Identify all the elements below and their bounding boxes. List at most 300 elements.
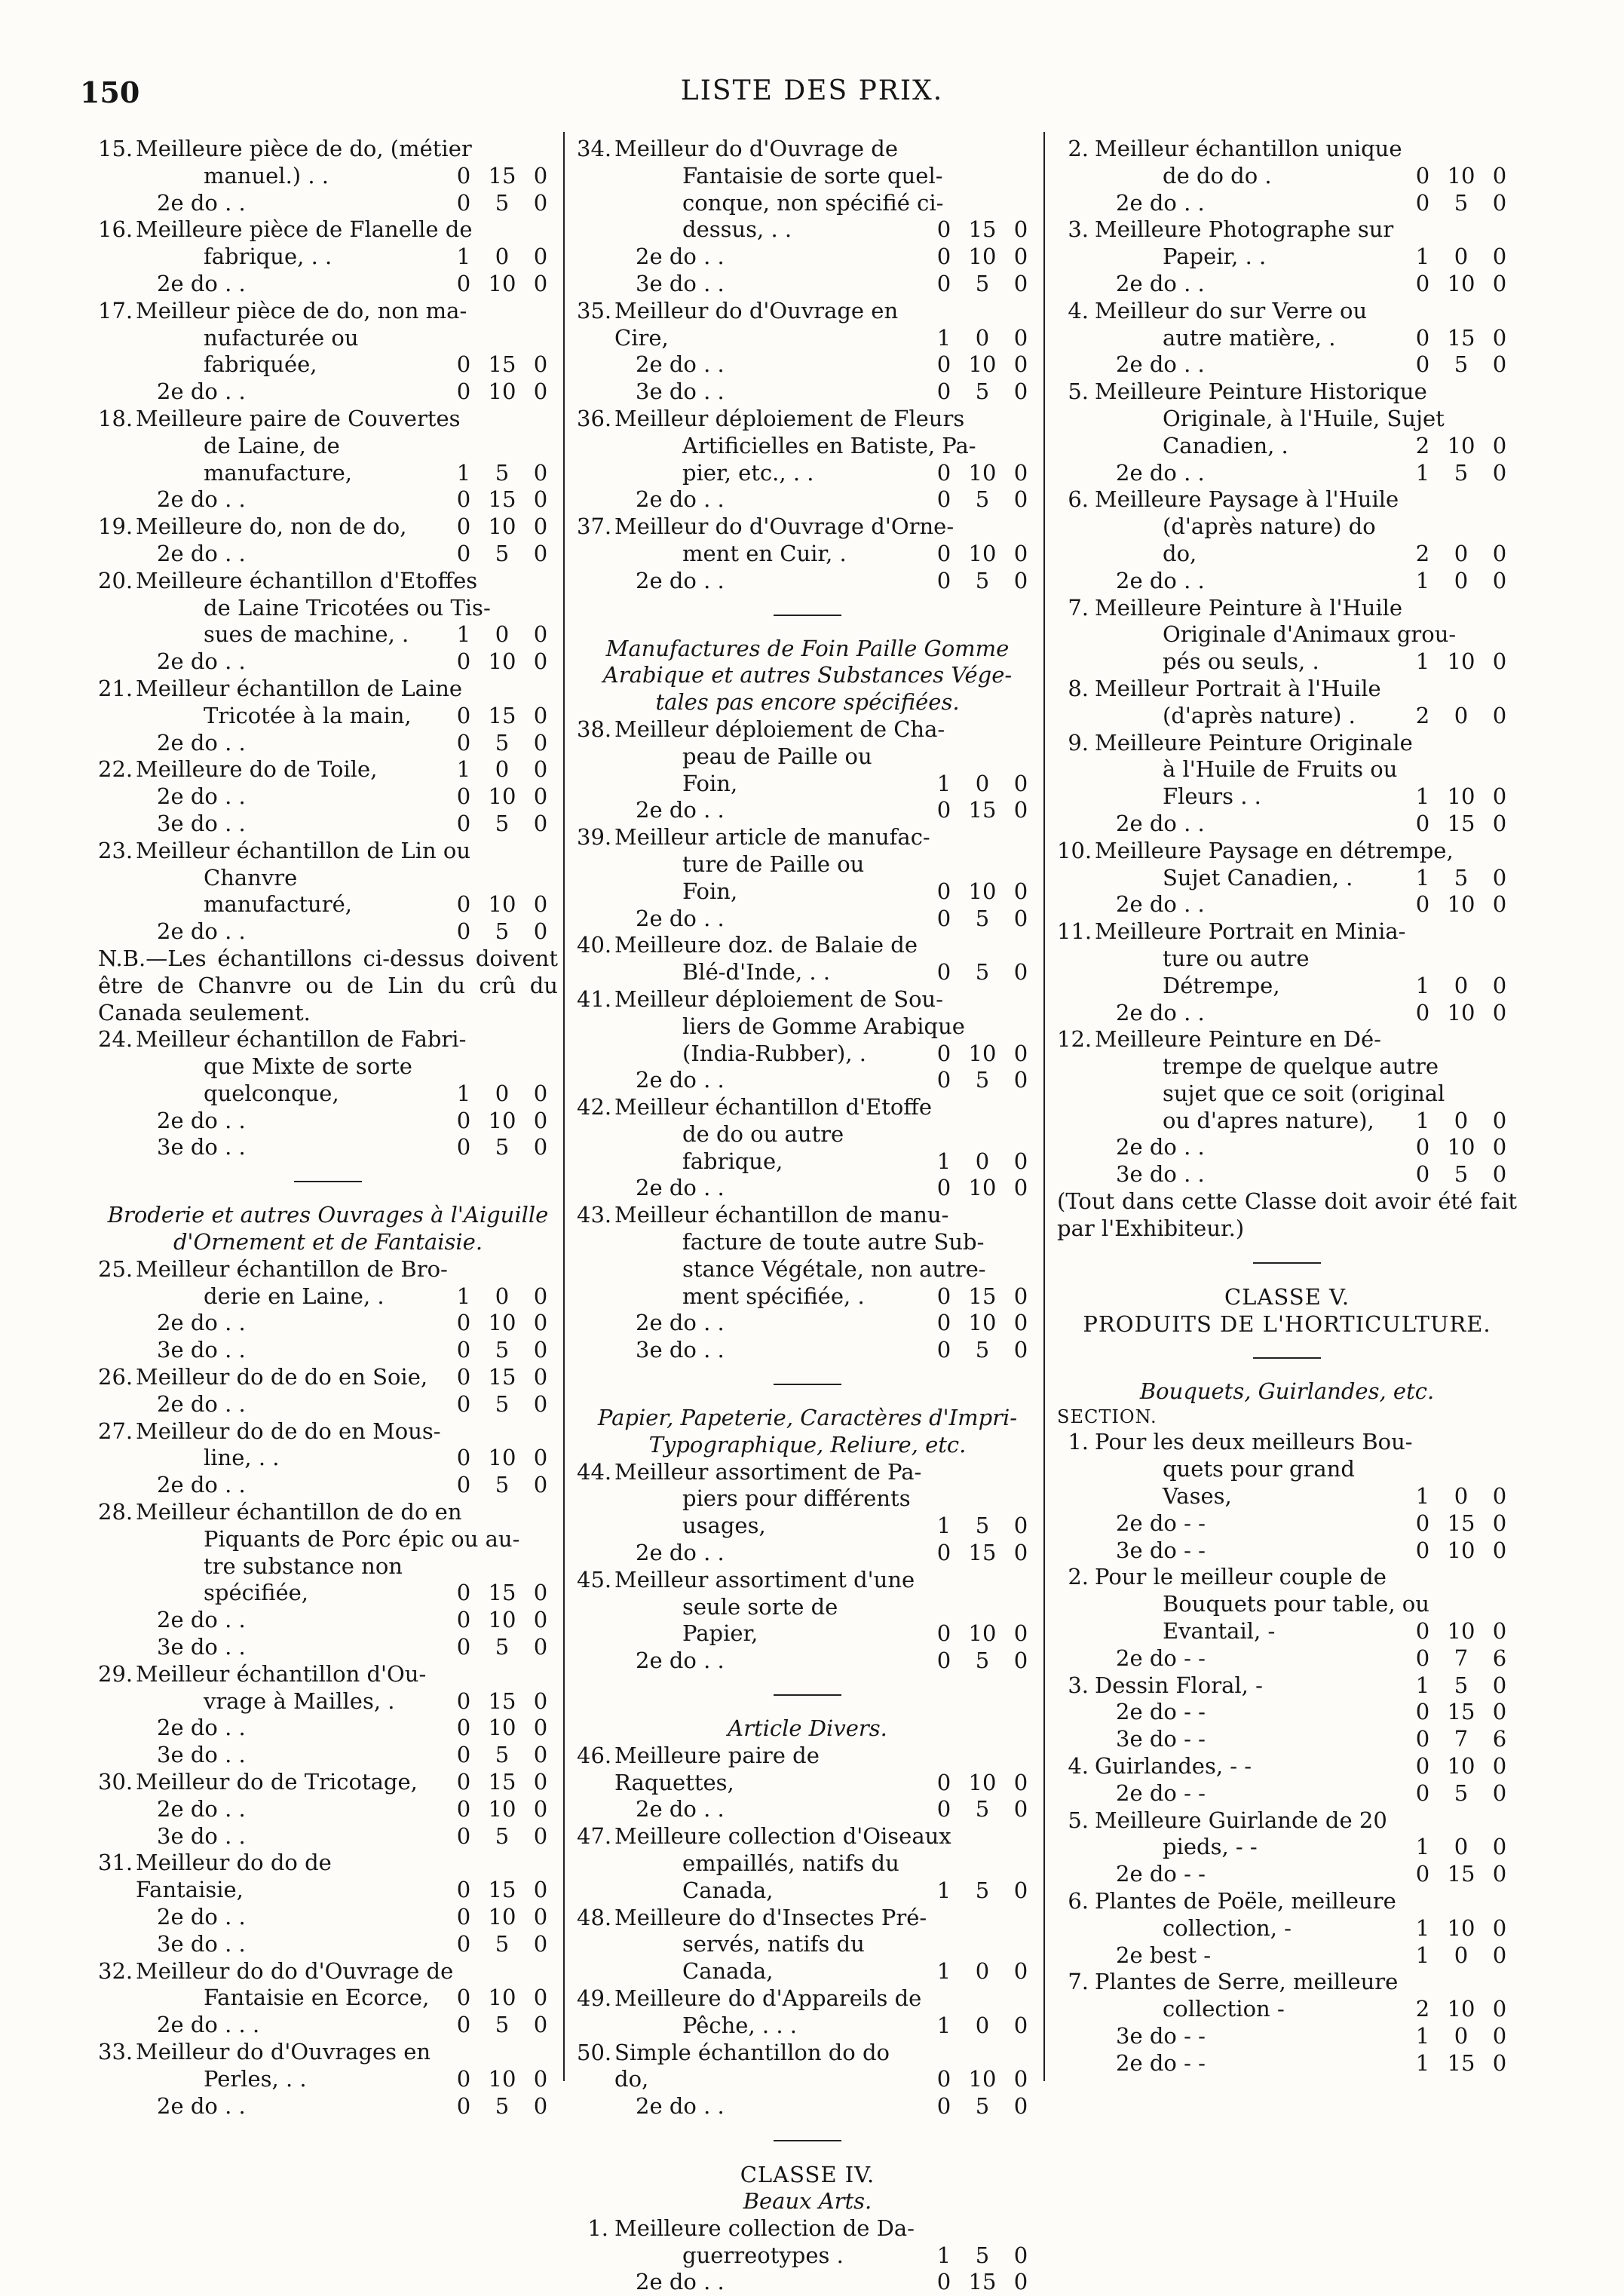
entry-text: Pour le meilleur couple de: [1095, 1564, 1387, 1590]
prize-amount: [1405, 1000, 1517, 1027]
prize-pence: 0: [1492, 270, 1507, 296]
subprize-label: 2e do . .: [157, 270, 246, 296]
prize-entry-line: [577, 932, 1038, 959]
prize-amount: [927, 1648, 1038, 1675]
prize-entry: [577, 1459, 1038, 1540]
prize-pence: 0: [1492, 1537, 1507, 1563]
prize-amount: [1405, 703, 1517, 730]
prize-shillings: 0: [975, 1958, 990, 1985]
subprize-row: [98, 1796, 558, 1823]
prize-shillings: 5: [495, 810, 510, 836]
prize-pence: 0: [1492, 162, 1507, 189]
prize-pence: 0: [1492, 783, 1507, 810]
prize-pence: 0: [1492, 459, 1507, 486]
prize-pounds: 0: [456, 1930, 471, 1957]
subprize-row: [1057, 1161, 1517, 1188]
entry-number: 35.: [577, 297, 612, 323]
prize-pence: 0: [533, 729, 548, 756]
prize-entry: [577, 824, 1038, 905]
entry-number: 44.: [577, 1458, 612, 1485]
entry-number: 28.: [98, 1499, 133, 1525]
entry-text: Meilleur Portrait à l'Huile: [1095, 675, 1381, 701]
prize-shillings: 5: [975, 2093, 990, 2120]
entry-number: 1.: [587, 2215, 608, 2241]
subprize-row: [577, 1310, 1038, 1337]
prize-pence: 0: [1492, 1134, 1507, 1160]
section-rule: [774, 1384, 841, 1385]
prize-shillings: 0: [975, 324, 990, 351]
subprize-label: 3e do . .: [157, 1337, 246, 1363]
entry-text: piers pour différents usages,: [682, 1485, 911, 1539]
prize-pence: 0: [1492, 540, 1507, 566]
subprize-row: [98, 2093, 558, 2120]
entry-text: collection -: [1163, 1996, 1285, 2022]
prize-pence: 0: [533, 1390, 548, 1417]
subprize-label: 3e do . .: [157, 1930, 246, 1957]
prize-entry: [1057, 1564, 1517, 1645]
subprize-label: 2e do . .: [1116, 810, 1205, 836]
prize-shillings: 10: [1447, 1914, 1475, 1941]
prize-pounds: 0: [456, 1985, 471, 2011]
section-heading: [1057, 1378, 1517, 1405]
prize-shillings: 0: [1454, 1834, 1469, 1860]
prize-amount: [446, 1607, 558, 1634]
prize-amount: [1405, 460, 1517, 487]
entry-text: Meilleure Peinture en Dé-: [1095, 1026, 1381, 1053]
prize-pounds: 0: [1415, 162, 1430, 189]
prize-pence: 0: [1492, 702, 1507, 728]
prize-entry-line: [1068, 136, 1517, 163]
subprize-row: [1057, 1645, 1517, 1672]
prize-entry-line: [1095, 756, 1517, 783]
prize-pounds: 0: [936, 905, 951, 931]
subprize-label: 2e do . .: [636, 1540, 725, 1566]
entry-number: 11.: [1057, 918, 1092, 945]
entry-text: Meilleur déploiement de Sou-: [614, 986, 944, 1012]
prize-amount: [927, 1540, 1038, 1567]
entry-number: 5.: [1068, 379, 1089, 405]
prize-pounds: 0: [936, 351, 951, 378]
subprize-label: 3e do . .: [157, 1634, 246, 1660]
subprize-label: 2e do - -: [1116, 1510, 1206, 1536]
entry-number: 48.: [577, 1904, 612, 1930]
prize-amount: [927, 2269, 1038, 2296]
prize-pence: 0: [1492, 2023, 1507, 2049]
subprize-label: 2e do . .: [157, 1715, 246, 1741]
prize-pounds: 0: [456, 1607, 471, 1633]
subprize-label: 2e do . .: [636, 905, 725, 931]
prize-shillings: 5: [495, 1930, 510, 1957]
entry-text: Meilleure paire de Couvertes: [136, 405, 461, 431]
prize-pounds: 1: [936, 1958, 951, 1985]
entry-text: sujet que ce soit (original: [1163, 1080, 1445, 1106]
prize-entry: [98, 1026, 558, 1107]
entry-text: Fantaisie en Ecorce,: [204, 1985, 430, 2011]
prize-entry: [98, 513, 558, 541]
prize-shillings: 10: [488, 1715, 516, 1741]
prize-amount: [446, 379, 558, 406]
prize-shillings: 10: [968, 1040, 997, 1066]
subprize-label: 2e do . .: [157, 1107, 246, 1133]
prize-shillings: 10: [968, 1310, 997, 1336]
prize-shillings: 10: [1447, 432, 1475, 458]
subprize-label: 2e do . .: [1116, 567, 1205, 593]
prize-entry-line: [98, 567, 558, 595]
subprize-row: [577, 2093, 1038, 2120]
prize-pence: 0: [533, 1080, 548, 1106]
prize-entry: [98, 756, 558, 783]
prize-entry: [577, 1743, 1038, 1797]
prize-entry-line: [1068, 486, 1517, 513]
entry-text: (d'après nature) .: [1163, 702, 1356, 728]
prize-entry-line: [98, 1957, 558, 1985]
entry-text: Meilleur échantillon de Lin ou: [136, 837, 470, 863]
prize-entry: [1057, 730, 1517, 811]
subprize-row: [1057, 1000, 1517, 1027]
prize-amount: [1405, 1996, 1517, 2023]
prize-pence: 0: [1013, 379, 1028, 405]
prize-shillings: 5: [1454, 351, 1469, 378]
prize-amount: [927, 1175, 1038, 1202]
entry-text: Canadien, .: [1163, 432, 1288, 458]
prize-shillings: 0: [495, 1080, 510, 1106]
subprize-label: 2e do . .: [636, 1796, 725, 1822]
prize-entry-line: [577, 1904, 1038, 1932]
subprize-row: [577, 379, 1038, 406]
entry-text: Meilleur échantillon unique: [1095, 136, 1402, 161]
prize-amount: [1405, 1161, 1517, 1188]
entry-text: Meilleur do d'Ouvrage d'Orne-: [614, 513, 954, 540]
prize-pence: 0: [1013, 959, 1028, 986]
prize-pounds: 0: [1415, 1726, 1430, 1752]
prize-amount: [446, 1391, 558, 1418]
subprize-label: 2e do - -: [1116, 1645, 1206, 1671]
prize-entry-line: [1057, 837, 1517, 865]
prize-pence: 0: [1492, 324, 1507, 351]
prize-amount: [927, 1958, 1038, 1985]
subprize-row: [98, 190, 558, 217]
prize-amount: [446, 1580, 558, 1607]
prize-entry-line: [98, 1026, 558, 1053]
prize-entry-line: [1068, 297, 1517, 325]
prize-shillings: 10: [1447, 1618, 1475, 1645]
subprize-label: 2e do . .: [636, 1648, 725, 1674]
prize-shillings: 10: [488, 1607, 516, 1633]
prize-amount: [446, 1688, 558, 1715]
subprize-label: 2e do . .: [636, 351, 725, 378]
prize-shillings: 10: [488, 1795, 516, 1822]
section-label: SECTION.: [1057, 1406, 1157, 1428]
subprize-row: [577, 244, 1038, 271]
prize-shillings: 10: [968, 1175, 997, 1201]
prize-amount: [446, 1310, 558, 1337]
prize-entry-line: [577, 716, 1038, 743]
entry-text: ou d'apres nature),: [1163, 1107, 1374, 1133]
prize-amount: [927, 771, 1038, 798]
prize-shillings: 0: [975, 1148, 990, 1174]
entry-text: ment en Cuir, .: [682, 540, 847, 566]
subprize-label: 2e do . .: [157, 1310, 246, 1336]
prize-pounds: 0: [936, 216, 951, 243]
prize-pence: 0: [533, 270, 548, 296]
entry-text: Meilleur assortiment d'une: [614, 1566, 915, 1592]
prize-pence: 0: [1013, 1175, 1028, 1201]
subprize-row: [577, 2269, 1038, 2296]
prize-shillings: 7: [1454, 1645, 1469, 1671]
prize-pence: 0: [533, 513, 548, 540]
prize-pounds: 2: [1415, 432, 1430, 458]
entry-number: 3.: [1068, 1672, 1089, 1698]
subprize-row: [98, 1391, 558, 1418]
entry-text: Meilleure Paysage en détrempe,: [1095, 837, 1454, 863]
subprize-row: [577, 1337, 1038, 1364]
prize-pounds: 0: [936, 1040, 951, 1066]
prize-entry: [577, 1094, 1038, 1175]
prize-entry: [98, 1499, 558, 1607]
prize-shillings: 10: [488, 1445, 516, 1471]
subprize-row: [98, 1823, 558, 1850]
prize-entry: [1057, 298, 1517, 352]
section-rule: [1253, 1262, 1321, 1264]
prize-pounds: 1: [936, 2012, 951, 2038]
entry-text: seule sorte de Papier,: [682, 1593, 838, 1647]
prize-pounds: 0: [936, 486, 951, 513]
subprize-label: 3e do - -: [1116, 2023, 1206, 2049]
prize-pence: 0: [1013, 216, 1028, 243]
prize-pounds: 0: [1415, 1645, 1430, 1671]
subprize-label: 3e do - -: [1116, 1726, 1206, 1752]
prize-entry-line: [577, 513, 1038, 541]
prize-entry-line: [577, 1094, 1038, 1121]
prize-shillings: 10: [488, 2065, 516, 2092]
prize-pence: 0: [533, 1364, 548, 1390]
prize-entry: [1057, 1888, 1517, 1942]
prize-pence: 0: [1492, 244, 1507, 270]
prize-pence: 0: [1492, 1861, 1507, 1887]
prize-shillings: 10: [968, 1769, 997, 1795]
prize-entry-line: [1057, 918, 1517, 946]
entry-number: 26.: [98, 1364, 133, 1390]
prize-shillings: 5: [975, 1796, 990, 1822]
subprize-label: 2e best -: [1116, 1942, 1212, 1968]
subprize-row: [1057, 271, 1517, 298]
entry-text: autre matière, .: [1163, 324, 1336, 351]
prize-amount: [927, 2066, 1038, 2093]
prize-amount: [1405, 1510, 1517, 1537]
prize-pounds: 0: [456, 729, 471, 756]
entry-text: Meilleur article de manufac-: [614, 824, 930, 851]
prize-pounds: 0: [456, 1877, 471, 1903]
section-heading-line: Papier, Papeterie, Caractères d'Impri-: [597, 1405, 1018, 1431]
prize-shillings: 0: [1454, 2023, 1469, 2049]
entry-text: Meilleur échantillon de Fabri-: [136, 1026, 467, 1053]
prize-entry: [1057, 136, 1517, 190]
prize-entry: [577, 1567, 1038, 1648]
prize-shillings: 10: [488, 1107, 516, 1133]
prize-pounds: 0: [936, 2093, 951, 2120]
subprize-row: [577, 1175, 1038, 1202]
entry-text: pier, etc., . .: [682, 459, 814, 486]
entry-text: Meilleure Guirlande de 20: [1095, 1807, 1387, 1833]
prize-entry-line: [614, 1256, 1038, 1283]
entry-number: 46.: [577, 1742, 612, 1768]
prize-pounds: 0: [456, 270, 471, 296]
prize-amount: [446, 1081, 558, 1108]
prize-pence: 0: [1492, 1779, 1507, 1806]
subprize-row: [577, 568, 1038, 595]
prize-pence: 0: [1013, 1513, 1028, 1539]
entry-text: Meilleure Peinture Originale: [1095, 729, 1413, 756]
prize-amount: [446, 1985, 558, 2012]
prize-entry-line: [1068, 379, 1517, 406]
prize-shillings: 15: [1447, 1861, 1475, 1887]
subprize-label: 2e do . .: [636, 2269, 725, 2295]
entry-text: Meilleur do d'Ouvrage en Cire,: [614, 297, 899, 351]
prize-amount: [446, 648, 558, 676]
entry-number: 24.: [98, 1026, 133, 1053]
subprize-row: [1057, 190, 1517, 217]
prize-amount: [927, 1513, 1038, 1540]
prize-shillings: 10: [1447, 1134, 1475, 1160]
entry-text: Artificielles en Batiste, Pa-: [682, 432, 976, 458]
prize-shillings: 10: [1447, 162, 1475, 189]
prize-pounds: 0: [1415, 999, 1430, 1025]
entry-text: ture ou autre Détrempe,: [1163, 945, 1310, 998]
prize-entry-line: [136, 595, 558, 622]
prize-pounds: 0: [456, 1634, 471, 1660]
entry-text: Meilleur do d'Ouvrage de: [614, 136, 899, 161]
prize-pounds: 0: [456, 1580, 471, 1606]
prize-entry: [1057, 1026, 1517, 1134]
prize-pounds: 0: [1415, 1134, 1430, 1160]
prize-shillings: 15: [488, 702, 516, 728]
entry-text: Dessin Floral, -: [1095, 1672, 1263, 1698]
subprize-label: 2e do - -: [1116, 1861, 1206, 1887]
prize-entry-line: [98, 837, 558, 865]
prize-pounds: 0: [936, 2269, 951, 2295]
prize-pence: 0: [533, 1445, 548, 1471]
prize-pounds: 0: [936, 540, 951, 566]
subprize-label: 2e do . . .: [157, 2012, 260, 2038]
entry-text: à l'Huile de Fruits ou: [1163, 756, 1398, 783]
section-heading: [577, 1715, 1038, 1743]
prize-pounds: 0: [936, 1283, 951, 1309]
prize-shillings: 10: [488, 1904, 516, 1930]
prize-amount: [446, 1283, 558, 1310]
prize-pounds: 0: [456, 513, 471, 540]
prize-amount: [927, 379, 1038, 406]
subprize-row: [98, 1634, 558, 1661]
prize-pence: 0: [533, 540, 548, 566]
prize-entry: [98, 1769, 558, 1796]
entry-text: trempe de quelque autre: [1163, 1053, 1439, 1080]
prize-shillings: 0: [495, 1283, 510, 1309]
entry-number: 38.: [577, 716, 612, 742]
entry-text: manuel.) . .: [204, 162, 329, 189]
prize-entry: [98, 676, 558, 730]
entry-text: Meilleur do sur Verre ou: [1095, 297, 1368, 323]
entry-text: Fantaisie de sorte quel-: [682, 162, 943, 189]
entry-text: derie en Laine, .: [204, 1283, 385, 1309]
prize-pounds: 0: [456, 2012, 471, 2038]
prize-amount: [927, 1620, 1038, 1648]
subprize-label: 2e do - -: [1116, 1699, 1206, 1725]
entry-number: 16.: [98, 216, 133, 243]
prize-pounds: 0: [936, 567, 951, 593]
prize-pence: 0: [533, 891, 548, 918]
prize-shillings: 10: [488, 648, 516, 675]
prize-shillings: 0: [1454, 1483, 1469, 1510]
prize-pence: 0: [533, 810, 548, 836]
subprize-row: [577, 1648, 1038, 1675]
prize-pence: 0: [533, 648, 548, 675]
prize-amount: [927, 2093, 1038, 2120]
prize-amount: [1405, 1834, 1517, 1861]
subprize-row: [577, 271, 1038, 298]
prize-shillings: 15: [488, 1580, 516, 1606]
prize-entry-line: [577, 1566, 1038, 1594]
prize-entry: [98, 1256, 558, 1310]
column-divider-2: [1043, 132, 1045, 2081]
prize-pounds: 0: [936, 1540, 951, 1566]
prize-pence: 0: [1492, 1483, 1507, 1510]
subprize-label: 2e do . .: [157, 783, 246, 810]
prize-pounds: 1: [1415, 567, 1430, 593]
entry-text: Meilleure doz. de Balaie de: [614, 932, 918, 958]
section-heading-line: Typographique, Reliure, etc.: [648, 1431, 967, 1458]
subprize-row: [98, 1607, 558, 1634]
prize-pence: 0: [533, 189, 548, 216]
prize-pounds: 0: [936, 379, 951, 405]
prize-amount: [446, 1931, 558, 1958]
prize-shillings: 15: [488, 1688, 516, 1714]
prize-shillings: 15: [968, 797, 997, 823]
subprize-label: 2e do . .: [157, 1390, 246, 1417]
prize-amount: [446, 1134, 558, 1161]
entry-number: 40.: [577, 932, 612, 958]
entry-text: Meilleure do de Toile,: [136, 756, 378, 783]
prize-pounds: 0: [456, 1107, 471, 1133]
prize-amount: [446, 1715, 558, 1742]
prize-entry: [98, 406, 558, 486]
prize-amount: [1405, 783, 1517, 811]
subprize-row: [1057, 1861, 1517, 1888]
subprize-row: [1057, 1537, 1517, 1565]
prize-pence: 0: [533, 1742, 548, 1768]
subprize-label: 2e do . .: [636, 1175, 725, 1201]
prize-pence: 0: [533, 1607, 548, 1633]
section-heading-line: Beaux Arts.: [743, 2187, 872, 2214]
prize-pounds: 0: [936, 1310, 951, 1336]
prize-shillings: 5: [975, 379, 990, 405]
entry-text: Meilleur do d'Ouvrages en: [136, 2038, 431, 2065]
entry-text: Papeir, . .: [1163, 244, 1267, 270]
prize-pence: 0: [533, 621, 548, 648]
prize-pence: 0: [1013, 1310, 1028, 1336]
entry-text: Plantes de Serre, meilleure: [1095, 1969, 1399, 1995]
prize-pounds: 0: [456, 1769, 471, 1795]
prize-shillings: 5: [975, 1877, 990, 1903]
prize-amount: [446, 918, 558, 946]
prize-entry-line: [577, 986, 1038, 1013]
prize-pounds: 1: [456, 1283, 471, 1309]
prize-pence: 0: [533, 1769, 548, 1795]
entry-text: de Laine Tricotées ou Tis-: [204, 594, 491, 621]
subprize-row: [1057, 1942, 1517, 1970]
prize-pence: 0: [1492, 1942, 1507, 1968]
prize-shillings: 0: [1454, 702, 1469, 728]
prize-pounds: 0: [1415, 1510, 1430, 1536]
